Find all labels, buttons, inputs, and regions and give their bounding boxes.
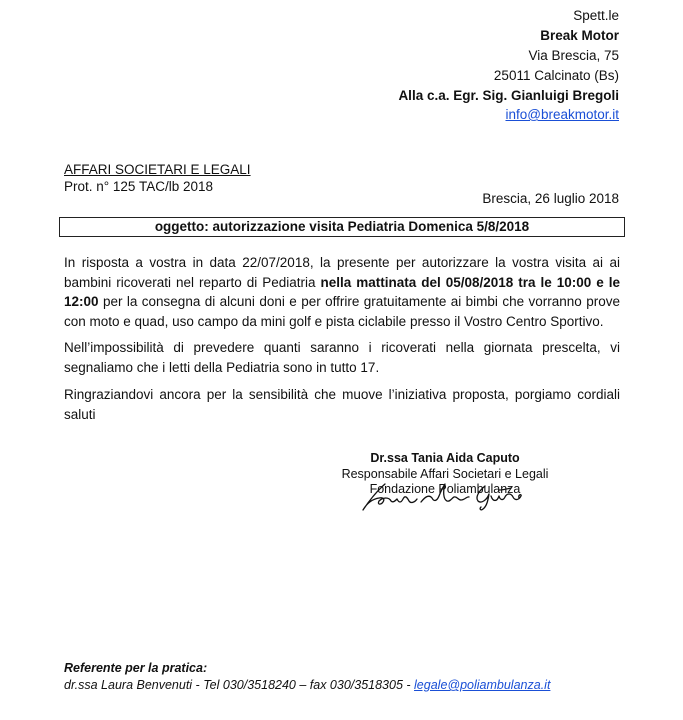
- attention-block: [398, 86, 619, 124]
- recipient-salutation: Spett.le: [573, 8, 619, 23]
- footer-email-link[interactable]: legale@poliambulanza.it: [414, 678, 551, 692]
- handwritten-signature: [355, 475, 535, 515]
- footer-block: [64, 660, 550, 694]
- letter-date: Brescia, 26 luglio 2018: [482, 191, 619, 206]
- department-block: [64, 161, 251, 195]
- subject-box: oggetto: autorizzazione visita Pediatria Domenica 5/8/2018: [59, 217, 625, 237]
- body-paragraph-2: Nell’impossibilità di prevedere quanti saranno i ricoverati nella giornata prescelta, vi segnaliamo che i letti della Pediatria sono in tutto 17.: [64, 340, 620, 375]
- recipient-city: 25011 Calcinato (Bs): [493, 68, 619, 83]
- body-paragraph-1: [64, 253, 620, 331]
- recipient-address: [494, 6, 619, 86]
- p1-text-start: In risposta a vostra in data 22/07/2018, la presente per autorizzare la vostra visita ai ai bambini ricoverati nel reparto di Pediatria: [64, 255, 620, 290]
- signatory-org: Fondazione Poliambulanza: [369, 482, 521, 496]
- body-paragraph-3: Ringraziandovi ancora per la sensibilità che muove l’iniziativa proposta, porgiamo cordiali saluti: [64, 387, 620, 422]
- p1-time-window: nella mattinata del 05/08/2018 tra le 10:00 e le 12:00: [64, 274, 620, 309]
- recipient-company: Break Motor: [540, 28, 619, 43]
- recipient-email-link[interactable]: info@breakmotor.it: [505, 107, 619, 122]
- recipient-street: Via Brescia, 75: [528, 48, 619, 63]
- protocol-number: Prot. n° 125 TAC/lb 2018: [64, 179, 213, 194]
- signatory-role: Responsabile Affari Societari e Legali: [341, 466, 549, 481]
- footer-contact: dr.ssa Laura Benvenuti - Tel 030/3518240 – fax 030/3518305 -: [64, 678, 415, 692]
- attention-line: Alla c.a. Egr. Sig. Gianluigi Bregoli: [398, 88, 619, 103]
- p1-text-end: per la consegna di alcuni doni e per offrire gratuitamente ai bimbi che vorranno prove con moto e quad, uso campo da mini golf e pista ciclabile presso il Vostro Centro Sportivo.: [64, 294, 620, 329]
- signatory-name: Dr.ssa Tania Aida Caputo: [370, 451, 520, 465]
- department-name: AFFARI SOCIETARI E LEGALI: [64, 162, 251, 177]
- footer-label: Referente per la pratica:: [64, 661, 208, 675]
